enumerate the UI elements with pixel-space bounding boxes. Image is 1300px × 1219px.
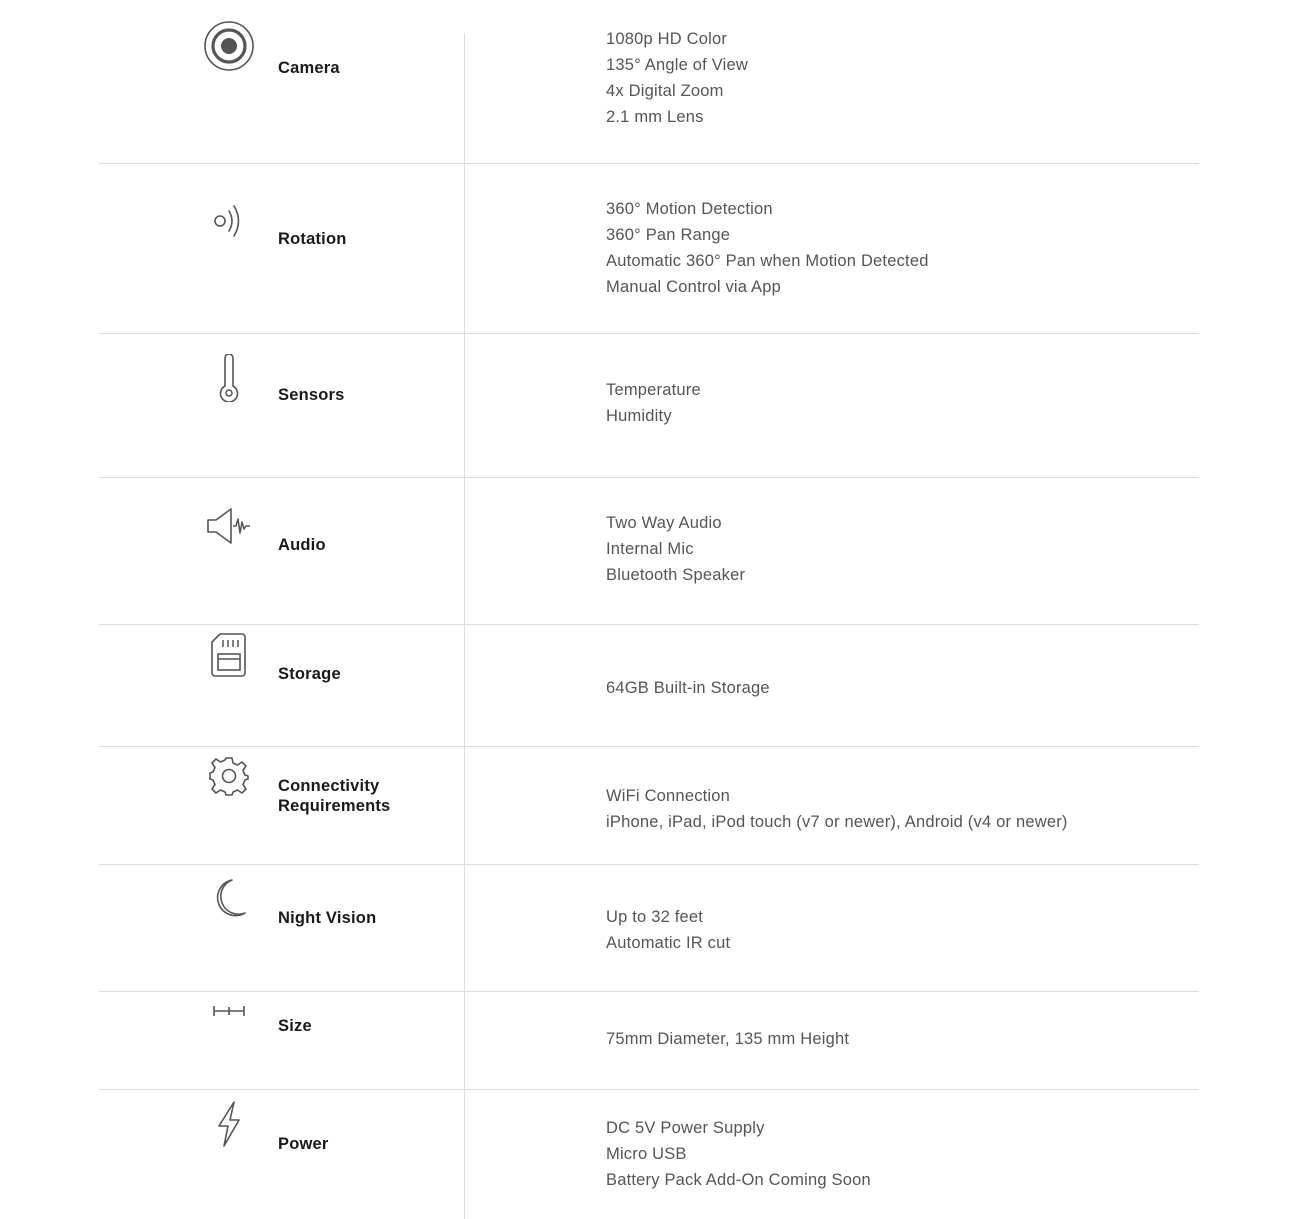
spec-value: Automatic IR cut: [606, 934, 731, 952]
column-divider: [464, 164, 465, 333]
spec-label: Storage: [278, 665, 341, 683]
spec-value: Two Way Audio: [606, 514, 722, 532]
spec-row-storage: [99, 625, 1199, 747]
column-divider: [464, 747, 465, 864]
column-divider: [464, 33, 465, 163]
lightning-icon: [199, 1094, 259, 1154]
spec-row-size: [99, 992, 1199, 1090]
spec-values: [606, 1115, 871, 1193]
spec-value: DC 5V Power Supply: [606, 1119, 765, 1137]
spec-row-connectivity: [99, 747, 1199, 865]
thermometer-icon: [199, 348, 259, 408]
rotation-waves-icon: [199, 191, 259, 251]
spec-value: 360° Pan Range: [606, 226, 731, 244]
spec-label: Camera: [278, 59, 340, 77]
spec-value: Bluetooth Speaker: [606, 566, 746, 584]
spec-label: Sensors: [278, 386, 345, 404]
spec-values: [606, 26, 748, 130]
spec-value: Automatic 360° Pan when Motion Detected: [606, 252, 929, 270]
spec-label: Rotation: [278, 230, 347, 248]
column-divider: [464, 625, 465, 746]
spec-values: [606, 196, 929, 300]
spec-value: 1080p HD Color: [606, 30, 728, 48]
spec-value: 2.1 mm Lens: [606, 108, 704, 126]
spec-value: iPhone, iPad, iPod touch (v7 or newer), Android (v4 or newer): [606, 813, 1068, 831]
spec-values: [606, 377, 701, 429]
camera-lens-icon: [199, 16, 259, 76]
spec-values: [606, 675, 770, 701]
spec-value: Temperature: [606, 381, 701, 399]
spec-value: 135° Angle of View: [606, 56, 748, 74]
spec-value: Humidity: [606, 407, 672, 425]
spec-value: Internal Mic: [606, 540, 694, 558]
spec-value: Micro USB: [606, 1145, 687, 1163]
ruler-icon: [199, 981, 259, 1041]
spec-values: [606, 1026, 849, 1052]
spec-values: [606, 510, 745, 588]
spec-value: 360° Motion Detection: [606, 200, 773, 218]
spec-value: 75mm Diameter, 135 mm Height: [606, 1030, 850, 1048]
spec-row-audio: [99, 478, 1199, 625]
speaker-icon: [199, 496, 259, 556]
spec-value: Manual Control via App: [606, 278, 781, 296]
column-divider: [464, 865, 465, 991]
spec-row-night-vision: [99, 865, 1199, 992]
spec-row-camera: [99, 0, 1199, 164]
moon-icon: [199, 868, 259, 928]
spec-row-rotation: [99, 164, 1199, 334]
spec-value: WiFi Connection: [606, 787, 731, 805]
spec-label: Size: [278, 1017, 312, 1035]
spec-value: 64GB Built-in Storage: [606, 679, 770, 697]
column-divider: [464, 992, 465, 1089]
spec-label: Audio: [278, 536, 326, 554]
gear-icon: [199, 746, 259, 806]
column-divider: [464, 478, 465, 624]
spec-value: 4x Digital Zoom: [606, 82, 724, 100]
column-divider: [464, 1090, 465, 1219]
spec-value: Up to 32 feet: [606, 908, 704, 926]
spec-row-sensors: [99, 334, 1199, 478]
spec-label: Power: [278, 1135, 329, 1153]
spec-values: [606, 783, 1068, 835]
spec-value: Battery Pack Add-On Coming Soon: [606, 1171, 871, 1189]
sd-card-icon: [199, 625, 259, 685]
spec-values: [606, 904, 730, 956]
spec-label: Connectivity Requirements: [278, 777, 391, 815]
spec-label: Night Vision: [278, 909, 377, 927]
spec-row-power: [99, 1090, 1199, 1219]
column-divider: [464, 334, 465, 477]
spec-table: [99, 0, 1199, 1219]
